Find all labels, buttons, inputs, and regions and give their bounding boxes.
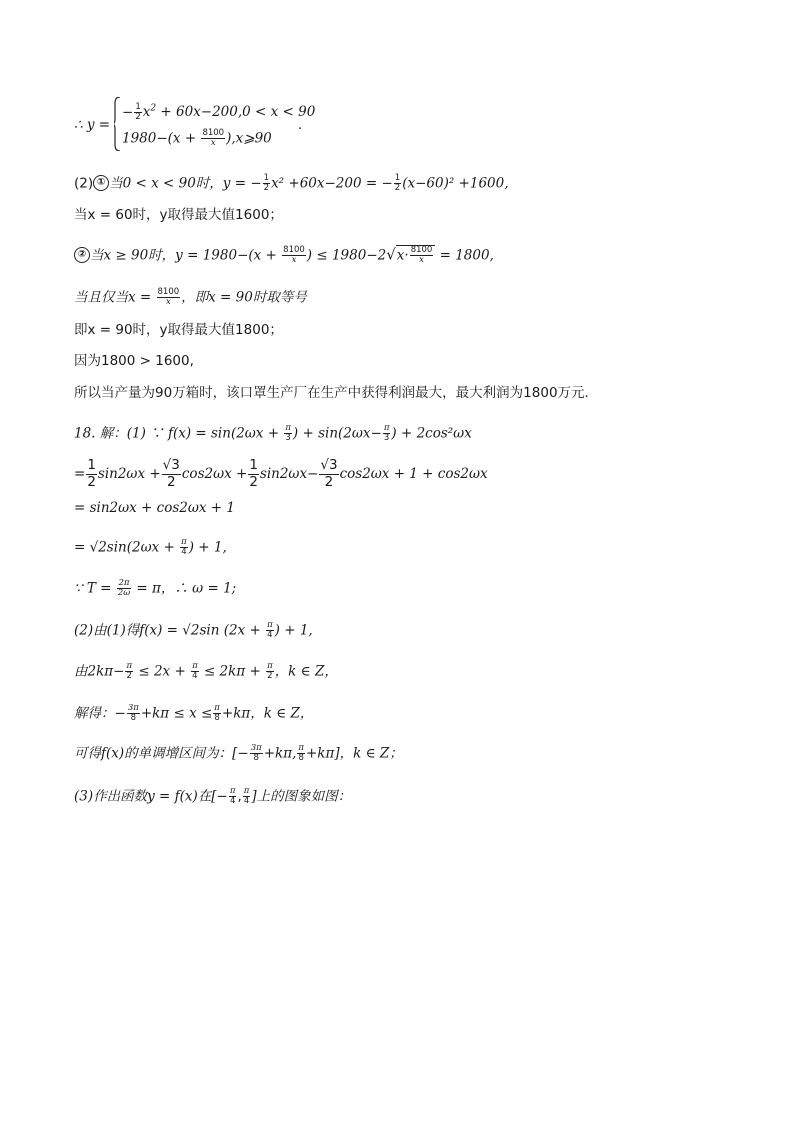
circled-number-2: ② [74,247,90,263]
increasing-interval-line: 可得f(x)的单调增区间为：[− $\frac{3\pi}{8}$ +kπ, $\frac{\pi}{8}$ +kπ]，k ∈ Z； [74,743,403,763]
fraction: $\frac{\pi}{4}$ [181,537,187,557]
fraction: $\frac{8100}{x}$ [283,245,305,265]
conclusion-line: 所以当产量为90万箱时，该口罩生产厂在生产中获得利润最大，最大利润为1800万元． [74,385,599,401]
fraction: $\frac{\pi}{2}$ [267,661,273,681]
fraction: $\frac{\pi}{8}$ [214,703,220,723]
fraction: $\frac{8100}{x}$ [202,128,225,148]
fraction: $\frac{3\pi}{8}$ [127,703,139,723]
fraction: $\frac{\pi}{8}$ [298,743,304,763]
piecewise-case-1: − $\frac{1}{2}$ $x^2 + 60x-200,0 < x < 90$ [122,102,316,122]
fraction: $\frac{√3}{2}$ [162,457,180,490]
fraction: $\frac{3\pi}{8}$ [250,743,262,763]
period-line: ∵ T = $\frac{2\pi}{2\omega}$ = π，∴ ω = 1; [74,578,237,598]
fraction: $\frac{\pi}{2}$ [126,661,133,681]
solution-line: 解得：− $\frac{3\pi}{8}$ +kπ ≤ x ≤ $\frac{\pi}{8}$ +kπ，k ∈ Z， [74,703,314,723]
piecewise-brace [114,97,120,151]
fraction: $\frac{2\pi}{2\omega}$ [117,578,131,598]
fraction: $\frac{1}{2}$ [394,173,401,193]
part2-function: (2)由(1)得f(x) = √2sin (2x + $\frac{\pi}{4}$ ) + 1, [74,620,313,640]
fraction: $\frac{1}{2}$ [135,102,141,122]
problem-18-header: 18. 解：(1) ∵ f(x) = sin(2ωx + $\frac{\pi}{3}$ ) + sin(2ωx− $\frac{\pi}{3}$ ) + 2cos²ωx [74,423,472,443]
combined-line: = √2sin(2ωx + $\frac{\pi}{4}$ ) + 1, [74,537,227,557]
sqrt: x· $\frac{8100}{x}$ [396,245,436,265]
part2-line: (2) ① 当0 < x < 90时，y = − $\frac{1}{2}$ x² +60x−200 = − $\frac{1}{2}$ (x−60)² +1600, [74,173,509,193]
max-value-line-2: 即x = 90时，y取得最大值1800； [74,322,283,338]
fraction: $\frac{1}{2}$ [263,173,270,193]
simplified-line: = sin2ωx + cos2ωx + 1 [74,500,235,516]
fraction: $\frac{\pi}{4}$ [192,661,198,681]
fraction: $\frac{1}{2}$ [249,457,258,490]
fraction: $\frac{\pi}{3}$ [285,423,291,443]
fraction: $\frac{\pi}{4}$ [243,786,250,806]
piecewise-end: . [298,117,303,133]
fraction: $\frac{\pi}{4}$ [229,786,236,806]
fraction: $\frac{8100}{x}$ [157,287,180,307]
fraction: $\frac{1}{2}$ [87,457,96,490]
expansion-line: = $\frac{1}{2}$ sin2ωx + $\frac{√3}{2}$ cos2ωx + $\frac{1}{2}$ sin2ωx− $\frac{√3}{2}$ cos2ωx + 1 + cos2ωx [74,457,488,490]
fraction: $\frac{√3}{2}$ [320,457,338,490]
piecewise-prefix: ∴ y = [74,117,111,133]
equality-condition: 当且仅当x = $\frac{8100}{x}$ ，即x = 90时取等号 [74,287,307,307]
fraction: $\frac{\pi}{4}$ [267,620,273,640]
comparison-line: 因为1800 > 1600, [74,353,194,369]
fraction: $\frac{8100}{x}$ [410,245,433,265]
piecewise-case-2: 1980−(x + $\frac{8100}{x}$ ),x⩾90 [122,128,272,148]
circled-number-1: ① [93,175,109,191]
monotonic-inequality: 由2kπ− $\frac{\pi}{2}$ ≤ 2x + $\frac{\pi}{4}$ ≤ 2kπ + $\frac{\pi}{2}$ ，k ∈ Z， [74,661,338,681]
fraction: $\frac{\pi}{3}$ [383,423,390,443]
max-value-line-1: 当x = 60时，y取得最大值1600； [74,207,283,223]
part3-line: (3)作出函数y = f(x)在[− $\frac{\pi}{4}$ , $\frac{\pi}{4}$ ]上的图象如图： [74,786,352,806]
case-2-inequality: ② 当x ≥ 90时，y = 1980−(x + $\frac{8100}{x}$ ) ≤ 1980−2√x· $\frac{8100}{x}$ = 1800, [74,245,494,265]
